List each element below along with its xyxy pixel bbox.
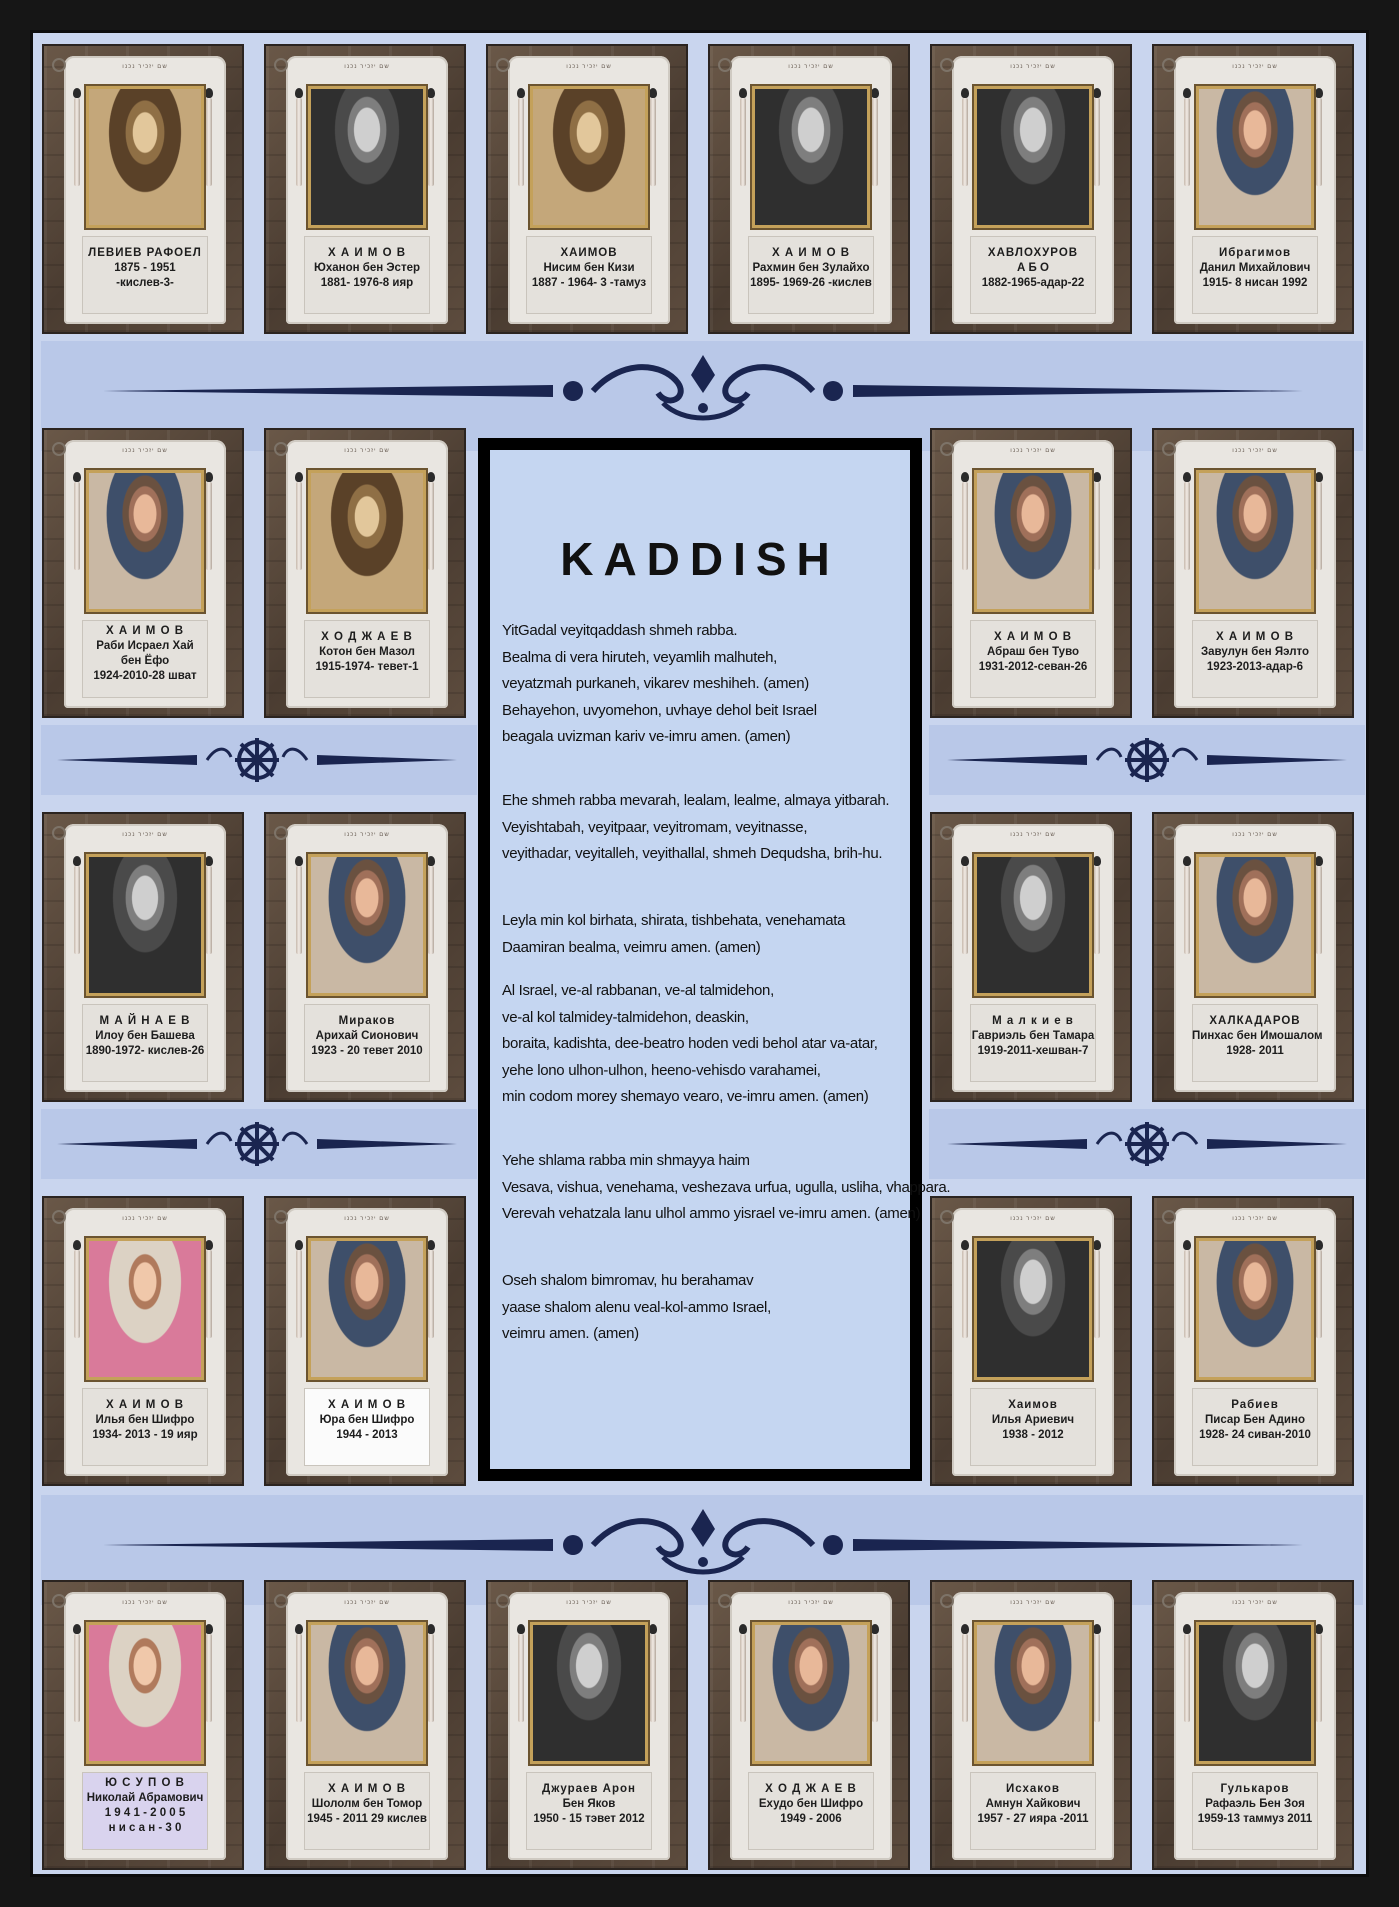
candle-icon [1184,482,1190,570]
memorial-card [42,428,244,718]
card-header-text: שם יזכיר נכנו [788,64,834,70]
right-snowflake-divider-1 [937,733,1357,787]
candle-icon [1094,866,1100,954]
card-text-line: Писар Бен Адино [1205,1414,1305,1426]
card-text-line: Раби Исраел Хай [96,640,194,652]
card-text-line: -кислев-3- [116,277,174,289]
card-header-text: שם יזכיר נכנו [122,64,168,70]
candle-icon [1184,1250,1190,1338]
card-header-text: שם יזכיר נכנו [566,1600,612,1606]
kaddish-line: Yehe shlama rabba min shmayya haim [502,1152,750,1169]
candle-icon [518,1634,524,1722]
card-header-text: שם יזכיר נכנו [566,64,612,70]
card-text-line: М а л к и е в [992,1015,1074,1027]
card-text-line: Х А И М О В [105,1399,185,1411]
card-text-line: 1959-13 таммуз 2011 [1197,1813,1313,1825]
card-text-line: Х А И М О В [327,1783,407,1795]
kaddish-line: Leyla min kol birhata, shirata, tishbehata, venehamata [502,912,846,929]
rosette-icon [274,1210,288,1224]
kaddish-paragraph [502,618,902,751]
candle-icon [206,1250,212,1338]
card-header-text: שם יזכיר נכנו [1010,1600,1056,1606]
rosette-icon [274,826,288,840]
card-text-line: Данил Михайлович [1199,262,1311,274]
portrait-photo [308,1238,426,1380]
rosette-icon [52,58,66,72]
memorial-card [1152,428,1354,718]
card-text-line: Юра бен Шифро [319,1414,415,1426]
candle-icon [428,1250,434,1338]
candle-icon [1316,1250,1322,1338]
card-text-line: ХАЛКАДАРОВ [1209,1015,1301,1027]
card-text-line: Джураев Арон [542,1783,636,1795]
card-text-line: Ю С У П О В [105,1777,185,1789]
portrait-photo [974,854,1092,996]
candle-icon [740,98,746,186]
kaddish-line: veyatzmah purkaneh, vikarev meshiheh. (amen) [502,675,809,692]
kaddish-paragraph [502,908,902,961]
card-header-text: שם יזכיר נכנו [788,1600,834,1606]
candle-icon [1094,98,1100,186]
card-text-line: Х А И М О В [1215,631,1295,643]
card-text-line: 1890-1972- кислев-26 [85,1045,205,1057]
kaddish-panel-inner [490,450,951,1469]
memorial-card [930,44,1132,334]
rosette-icon [52,442,66,456]
card-text-line: Х А И М О В [327,1399,407,1411]
card-text-line: 1923-2013-адар-6 [1206,661,1304,673]
portrait-photo [974,86,1092,228]
card-text-line: 1945 - 2011 29 кислев [307,1813,427,1825]
candle-icon [872,98,878,186]
candle-icon [962,866,968,954]
rosette-icon [718,1594,732,1608]
candle-icon [650,1634,656,1722]
portrait-photo [974,1622,1092,1764]
candle-icon [206,866,212,954]
candle-icon [1094,1634,1100,1722]
card-header-text: שם יזכיר נכנו [122,448,168,454]
kaddish-line: Bealma di vera hiruteh, veyamlih malhuteh, [502,648,778,666]
portrait-photo [530,86,648,228]
card-header-text: שם יזכיר נכנו [1010,832,1056,838]
card-text-line: ХАИМОВ [560,247,618,259]
card-header-text: שם יזכיר נכנו [344,832,390,838]
card-text-line: 1923 - 20 тевет 2010 [311,1045,423,1057]
kaddish-title: KADDISH [560,533,840,585]
rosette-icon [1162,1210,1176,1224]
memorial-card [264,428,466,718]
card-text-line: Х А И М О В [327,247,407,259]
kaddish-line: Al Israel, ve-al rabbanan, ve-al talmidehon, [502,982,774,999]
memorial-card [930,1196,1132,1486]
portrait-photo [86,1238,204,1380]
portrait-photo [1196,854,1314,996]
candle-icon [428,1634,434,1722]
candle-icon [1184,866,1190,954]
rosette-icon [52,826,66,840]
candle-icon [1316,482,1322,570]
card-header-text: שם יזכיר נכנו [1010,1216,1056,1222]
candle-icon [1094,482,1100,570]
portrait-photo [86,470,204,612]
rosette-icon [940,826,954,840]
memorial-card [486,1580,688,1870]
rosette-icon [1162,442,1176,456]
card-text-line: 1887 - 1964- 3 -тамуз [531,277,647,289]
memorial-card [930,1580,1132,1870]
candle-icon [962,98,968,186]
memorial-card [264,1580,466,1870]
card-text-line: 1881- 1976-8 ияр [320,277,414,289]
memorial-card [264,1196,466,1486]
portrait-photo [86,854,204,996]
memorial-card [42,1196,244,1486]
memorial-card [930,812,1132,1102]
card-text-line: ЛЕВИЕВ РАФОЕЛ [88,247,202,259]
card-text-line: 1915-1974- тевет-1 [315,661,419,673]
card-header-text: שם יזכיר נכנו [122,832,168,838]
top-divider-ornament [103,353,1303,439]
candle-icon [296,482,302,570]
rosette-icon [940,1210,954,1224]
candle-icon [206,98,212,186]
card-text-line: ХАВЛОХУРОВ [987,247,1079,259]
kaddish-line: Behayehon, uvyomehon, uvhaye dehol beit Israel [502,701,817,719]
portrait-photo [530,1622,648,1764]
card-header-text: שם יזכיר נכנו [1232,64,1278,70]
candle-icon [1316,1634,1322,1722]
kaddish-line: Verevah vehatzala lanu ulhol ammo yisrael ve-imru amen. (amen) [502,1205,921,1222]
rosette-icon [52,1594,66,1608]
kaddish-line: Oseh shalom bimromav, hu berahamav [502,1272,754,1289]
kaddish-line: Ehe shmeh rabba mevarah, lealam, lealme, almaya yitbarah. [502,792,890,809]
card-text-line: Котон бен Мазол [319,646,415,658]
memorial-card [264,44,466,334]
rosette-icon [274,1594,288,1608]
card-text-line: Юханон бен Эстер [313,262,421,274]
kaddish-paragraph [502,788,902,868]
memorial-card [264,812,466,1102]
card-text-line: 1928- 24 сиван-2010 [1199,1429,1311,1441]
left-snowflake-divider-1 [47,733,467,787]
candle-icon [962,1250,968,1338]
rosette-icon [1162,826,1176,840]
card-header-text: שם יזכיר נכנו [1232,1600,1278,1606]
card-text-line: Рахмин бен Зулайхо [752,262,870,274]
card-text-line: 1895- 1969-26 -кислев [750,277,872,289]
card-header-text: שם יזכיר נכנו [1232,832,1278,838]
candle-icon [962,482,968,570]
right-snowflake-divider-2 [937,1117,1357,1171]
portrait-photo [1196,86,1314,228]
kaddish-line: yehe lono ulhon-ulhon, heeno-vehisdo varahamei, [502,1061,821,1079]
kaddish-line: beagala uvizman kariv ve-imru amen. (amen) [502,728,791,745]
card-text-line: 1928- 2011 [1226,1045,1284,1057]
portrait-photo [1196,1622,1314,1764]
portrait-photo [308,470,426,612]
card-text-line: Илья Ариевич [991,1414,1075,1426]
card-header-text: שם יזכיר נכנו [1010,64,1056,70]
portrait-photo [86,86,204,228]
card-text-line: Николай Абрамович [86,1792,204,1804]
memorial-card [42,44,244,334]
card-header-text: שם יזכיר נכנו [1232,1216,1278,1222]
candle-icon [428,866,434,954]
rosette-icon [52,1210,66,1224]
kaddish-line: min codom morey shemayo vearo, ve-imru amen. (amen) [502,1088,869,1105]
kaddish-paragraph [502,978,902,1111]
candle-icon [74,866,80,954]
candle-icon [1184,1634,1190,1722]
candle-icon [1316,98,1322,186]
card-text-line: 1915- 8 нисан 1992 [1202,277,1308,289]
card-text-line: 1931-2012-севан-26 [978,661,1088,673]
card-text-line: Пинхас бен Имошалом [1192,1030,1323,1042]
rosette-icon [718,58,732,72]
card-header-text: שם יזכיר נכנו [344,1216,390,1222]
card-header-text: שם יזכיר נכנו [344,1600,390,1606]
candle-icon [74,98,80,186]
portrait-photo [308,1622,426,1764]
rosette-icon [940,1594,954,1608]
card-text-line: 1949 - 2006 [780,1813,842,1825]
candle-icon [206,1634,212,1722]
kaddish-line: Vesava, vishua, venehama, veshezava urfua, ugulla, usliha, vhappara. [502,1178,951,1196]
card-text-line: 1875 - 1951 [114,262,176,274]
card-text-line: Гулькаров [1220,1783,1290,1795]
card-text-line: А Б О [1017,262,1049,274]
card-header-text: שם יזכיר נכנו [344,64,390,70]
candle-icon [1316,866,1322,954]
candle-icon [296,1250,302,1338]
card-text-line: Х О Д Ж А Е В [765,1783,857,1795]
candle-icon [74,482,80,570]
left-snowflake-divider-2 [47,1117,467,1171]
kaddish-line: Daamiran bealma, veimru amen. (amen) [502,938,761,956]
rosette-icon [496,58,510,72]
card-text-line: Илья бен Шифро [95,1414,195,1426]
card-text-line: 1938 - 2012 [1002,1429,1064,1441]
rosette-icon [274,442,288,456]
kaddish-line: boraita, kadishta, dee-beatro hoden vedi behol atar va-atar, [502,1035,878,1052]
card-text-line: бен Ёфо [120,655,170,667]
card-text-line: Гавриэль бен Тамара [971,1030,1095,1042]
card-text-line: 1 9 4 1 - 2 0 0 5 [104,1807,186,1819]
portrait-photo [1196,470,1314,612]
card-text-line: Абраш бен Туво [986,646,1080,658]
rosette-icon [496,1594,510,1608]
memorial-card [42,812,244,1102]
card-text-line: 1944 - 2013 [336,1429,398,1441]
candle-icon [206,482,212,570]
candle-icon [872,1634,878,1722]
rosette-icon [940,442,954,456]
candle-icon [740,1634,746,1722]
candle-icon [428,98,434,186]
card-text-line: Мираков [338,1015,396,1027]
memorial-card [1152,44,1354,334]
candle-icon [650,98,656,186]
card-text-line: Бен Яков [562,1798,616,1810]
portrait-photo [308,86,426,228]
card-text-line: Завулун бен Яэлто [1200,646,1310,658]
kaddish-line: ve-al kol talmidey-talmidehon, deaskin, [502,1008,749,1026]
card-header-text: שם יזכיר נכנו [122,1216,168,1222]
card-text-line: 1957 - 27 ияра -2011 [977,1813,1089,1825]
portrait-photo [974,470,1092,612]
card-text-line: Х А И М О В [993,631,1073,643]
card-text-line: Арихай Сионович [315,1030,419,1042]
candle-icon [296,866,302,954]
portrait-photo [752,1622,870,1764]
card-header-text: שם יזכיר נכנו [344,448,390,454]
kaddish-line: Veyishtabah, veyitpaar, veyitromam, veyitnasse, [502,818,808,836]
portrait-photo [1196,1238,1314,1380]
memorial-card [42,1580,244,1870]
memorial-card [708,44,910,334]
memorial-card [1152,1196,1354,1486]
card-text-line: Нисим бен Кизи [543,262,635,274]
card-text-line: 1950 - 15 тэвет 2012 [533,1813,645,1825]
card-text-line: Рабиев [1231,1399,1279,1411]
candle-icon [74,1250,80,1338]
rosette-icon [1162,58,1176,72]
candle-icon [428,482,434,570]
candle-icon [1094,1250,1100,1338]
card-text-line: Шололм бен Томор [311,1798,423,1810]
card-text-line: 1934- 2013 - 19 ияр [92,1429,198,1441]
kaddish-line: veyithadar, veyitalleh, veyithallal, shmeh Dequdsha, brih-hu. [502,845,883,862]
card-text-line: Хаимов [1008,1399,1058,1411]
kaddish-line: veimru amen. (amen) [502,1325,639,1342]
kaddish-line: yaase shalom alenu veal-kol-ammo Israel, [502,1298,771,1316]
card-header-text: שם יזכיר נכנו [1232,448,1278,454]
card-text-line: Ехудо бен Шифро [758,1798,864,1810]
kaddish-panel [478,438,951,1481]
memorial-card [1152,1580,1354,1870]
kaddish-paragraph [502,1268,902,1348]
card-text-line: н и с а н - 3 0 [108,1822,182,1834]
card-header-text: שם יזכיר נכנו [1010,448,1056,454]
rosette-icon [1162,1594,1176,1608]
card-text-line: М А Й Н А Е В [99,1015,191,1027]
card-header-text: שם יזכיר נכנו [122,1600,168,1606]
memorial-card [486,44,688,334]
card-text-line: Илоу бен Башева [95,1030,195,1042]
card-text-line: 1919-2011-хешван-7 [977,1045,1089,1057]
portrait-photo [308,854,426,996]
candle-icon [296,1634,302,1722]
card-text-line: Ибрагимов [1218,247,1292,259]
candle-icon [518,98,524,186]
candle-icon [74,1634,80,1722]
memorial-card [930,428,1132,718]
card-text-line: Х О Д Ж А Е В [321,631,413,643]
candle-icon [1184,98,1190,186]
memorial-card [708,1580,910,1870]
rosette-icon [940,58,954,72]
card-text-line: 1924-2010-28 шват [93,670,197,682]
card-text-line: Х А И М О В [105,625,185,637]
portrait-photo [974,1238,1092,1380]
portrait-photo [86,1622,204,1764]
card-text-line: Рафаэль Бен Зоя [1205,1798,1305,1810]
rosette-icon [274,58,288,72]
card-text-line: Исхаков [1006,1783,1060,1795]
candle-icon [962,1634,968,1722]
kaddish-paragraph [502,1148,951,1228]
memorial-card [1152,812,1354,1102]
candle-icon [296,98,302,186]
kaddish-line: YitGadal veyitqaddash shmeh rabba. [502,622,738,639]
card-text-line: 1882-1965-адар-22 [981,277,1085,289]
card-text-line: Х А И М О В [771,247,851,259]
card-text-line: Амнун Хайкович [985,1798,1081,1810]
portrait-photo [752,86,870,228]
